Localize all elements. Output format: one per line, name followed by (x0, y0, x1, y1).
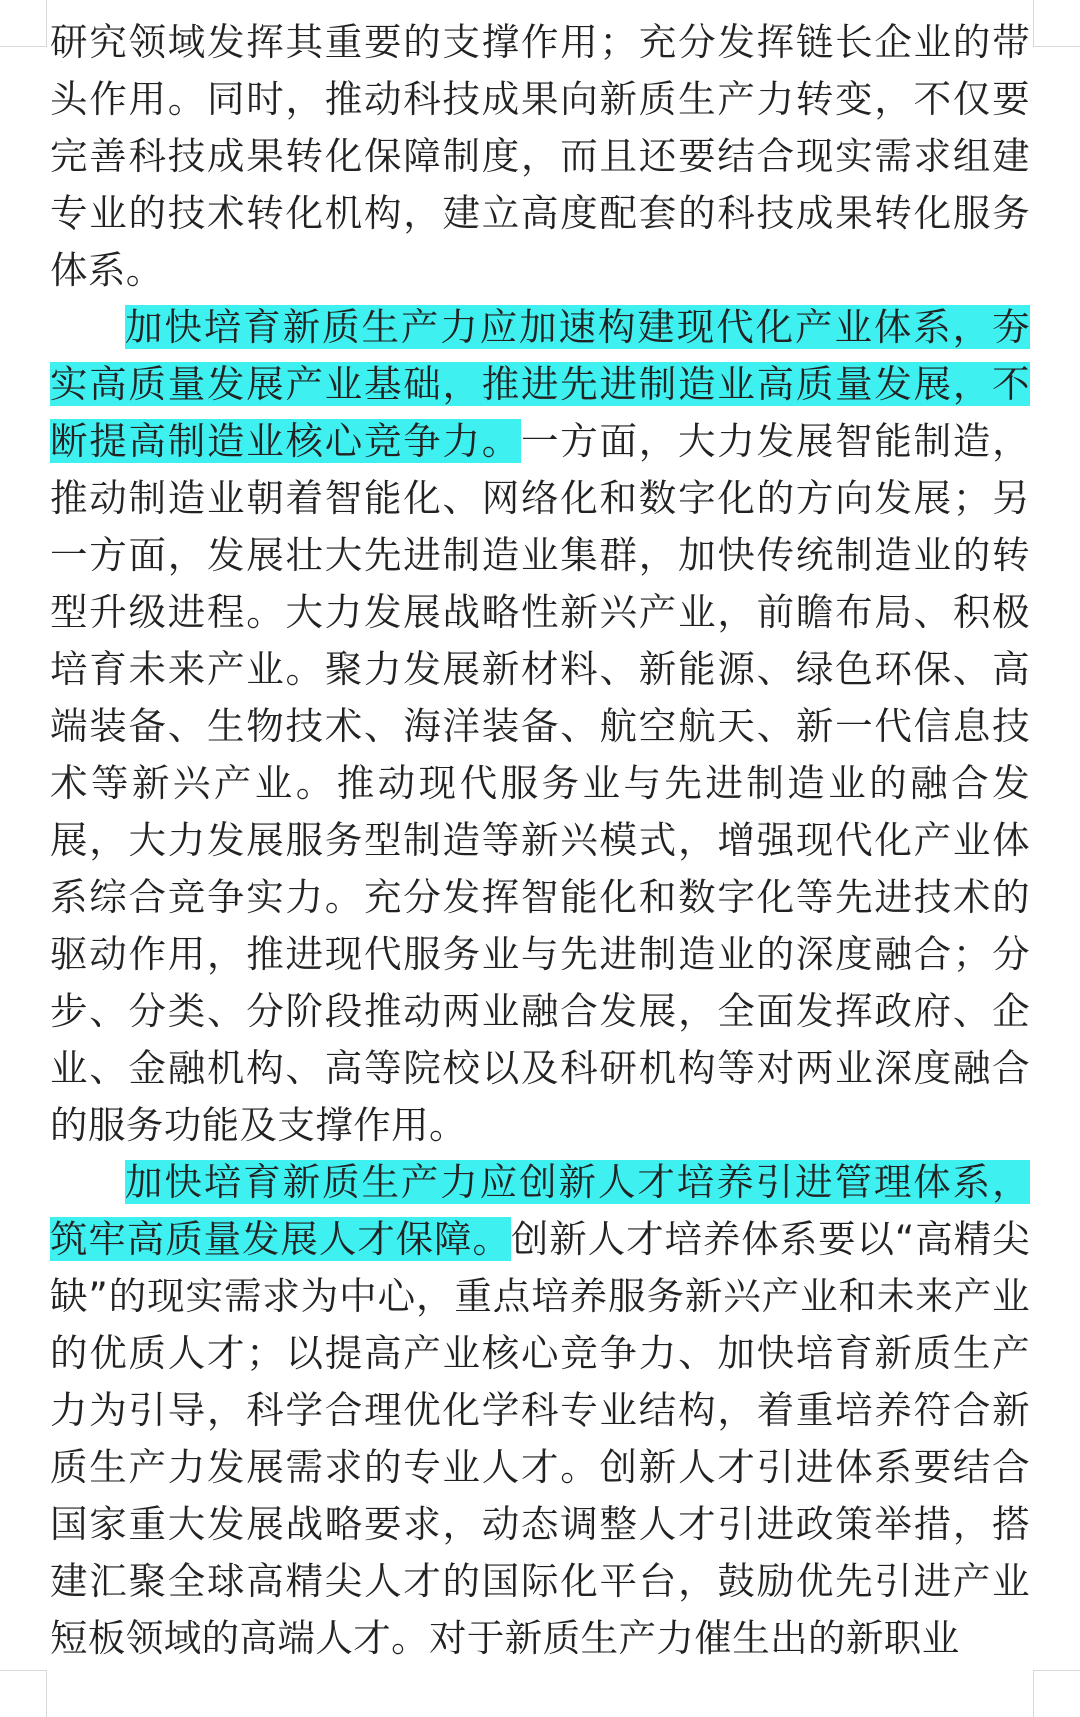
paragraph-2-text: 一方面，大力发展智能制造，推动制造业朝着智能化、网络化和数字化的方向发展；另一方面，发展壮大先进制造业集群，加快传统制造业的转型升级进程。大力发展战略性新兴产业，前瞻布局、积极培育未来产业。聚力发展新材料、新能源、绿色环保、高端装备、生物技术、海洋装备、航空航天、新一代信息技术等新兴产业。推动现代服务业与先进制造业的融合发展，大力发展服务型制造等新兴模式，增强现代化产业体系综合竞争实力。充分发挥智能化和数字化等先进技术的驱动作用，推进现代服务业与先进制造业的深度融合；分步、分类、分阶段推动两业融合发展，全面发挥政府、企业、金融机构、高等院校以及科研机构等对两业深度融合的服务功能及支撑作用。 (50, 419, 1030, 1147)
paragraph-2 (50, 299, 1030, 1154)
document-body (50, 14, 1030, 1667)
paragraph-3-highlight: 加快培育新质生产力应创新人才培养引进管理体系，筑牢高质量发展人才保障。 (50, 1160, 1030, 1261)
paragraph-1 (50, 14, 1030, 299)
crop-mark-top-left (0, 0, 47, 47)
paragraph-3-text: 创新人才培养体系要以“高精尖缺”的现实需求为中心，重点培养服务新兴产业和未来产业的优质人才；以提高产业核心竞争力、加快培育新质生产力为引导，科学合理优化学科专业结构，着重培养符合新质生产力发展需求的专业人才。创新人才引进体系要结合国家重大发展战略要求，动态调整人才引进政策举措，搭建汇聚全球高精尖人才的国际化平台，鼓励优先引进产业短板领域的高端人才。对于新质生产力催生出的新职业 (50, 1217, 1030, 1660)
crop-mark-bottom-left (0, 1670, 47, 1717)
paragraph-3 (50, 1154, 1030, 1667)
paragraph-2-highlight: 加快培育新质生产力应加速构建现代化产业体系，夯实高质量发展产业基础，推进先进制造业高质量发展，不断提高制造业核心竞争力。 (50, 305, 1030, 463)
crop-mark-top-right (1033, 0, 1080, 47)
crop-mark-bottom-right (1033, 1670, 1080, 1717)
paragraph-1-text: 研究领域发挥其重要的支撑作用；充分发挥链长企业的带头作用。同时，推动科技成果向新质生产力转变，不仅要完善科技成果转化保障制度，而且还要结合现实需求组建专业的技术转化机构，建立高度配套的科技成果转化服务体系。 (50, 20, 1030, 292)
